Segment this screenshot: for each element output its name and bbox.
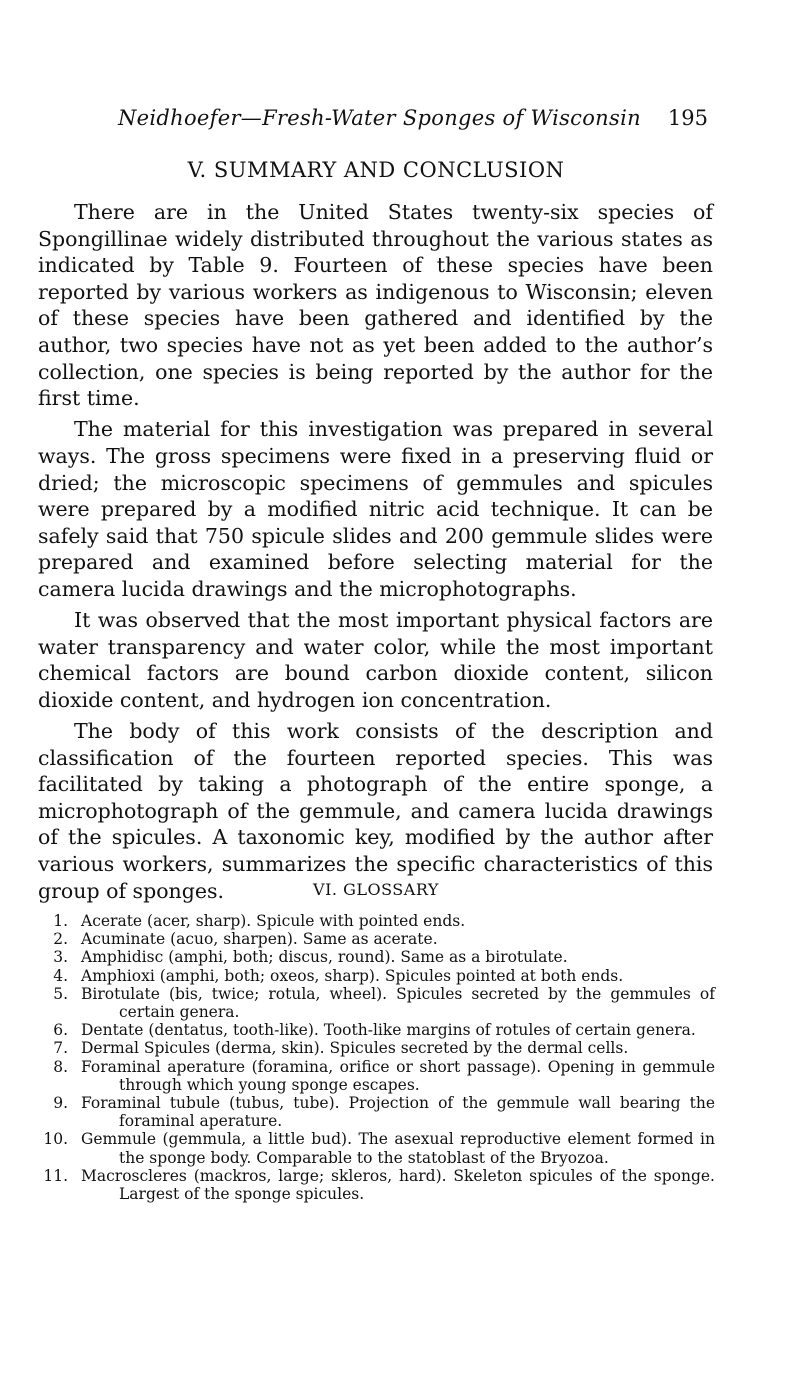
page-number: 195 [667,106,708,130]
glossary-entry-text: Amphidisc (amphi, both; discus, round). Same as a birotulate. [81,948,568,967]
glossary-entry-text: Acuminate (acuo, sharpen). Same as acerate. [81,930,438,949]
summary-paragraph: There are in the United States twenty-six species of Spongillinae widely distributed throughout the various states as indicated by Table 9. Fourteen of these species have been reported by various workers as indigenous to Wisconsin; eleven of these species have been gathered and identified by the author, two species have not as yet been added to the author’s collection, one species is being reported by the author for the first time. [38,200,713,411]
glossary-entry-text: Foraminal aperature (foramina, orifice or short passage). Opening in gemmule through which young sponge escapes. [81,1057,715,1094]
glossary-entry-number: 9. [53,1094,68,1113]
glossary-entry [40,1130,715,1166]
glossary-entry-number: 11. [43,1166,68,1185]
glossary-entry [40,930,715,948]
glossary-entry-text: Amphioxi (amphi, both; oxeos, sharp). Spicules pointed at both ends. [81,966,624,985]
glossary-entry-number: 2. [53,930,68,949]
summary-body [38,199,713,909]
glossary-heading: VI. GLOSSARY [313,880,439,899]
glossary-entry-number: 7. [53,1039,68,1058]
glossary-entry [40,1167,715,1203]
glossary-entry-text: Birotulate (bis, twice; rotula, wheel). Spicules secreted by the gemmules of certain genera. [81,984,715,1022]
running-title: Neidhoefer—Fresh-Water Sponges of Wisconsin [118,106,641,130]
glossary-entry-number: 8. [53,1057,68,1076]
summary-heading: V. SUMMARY AND CONCLUSION [187,158,565,182]
glossary-entry-text: Acerate (acer, sharp). Spicule with pointed ends. [81,912,466,930]
glossary-entry-number: 6. [53,1021,68,1040]
glossary-entry-text: Gemmule (gemmula, a little bud). The asexual reproductive element formed in the sponge body. Comparable to the statoblast of the Bryozoa. [81,1130,715,1167]
glossary-entry-number: 4. [53,966,68,985]
glossary-entry [40,1021,715,1039]
glossary-entry-text: Foraminal tubule (tubus, tube). Projection of the gemmule wall bearing the foraminal aperature. [81,1094,715,1131]
summary-paragraph: The body of this work consists of the description and classification of the fourteen reported species. This was facilitated by taking a photograph of the entire sponge, a microphotograph of the gemmule, and camera lucida drawings of the spicules. A taxonomic key, modified by the author after various workers, summarizes the specific characteristics of this group of sponges. [38,719,713,903]
glossary-entry [40,1058,715,1094]
glossary-entry-text: Dermal Spicules (derma, skin). Spicules secreted by the dermal cells. [81,1039,629,1058]
glossary-entry [40,948,715,966]
glossary-entry-number: 5. [53,984,68,1003]
summary-paragraph: The material for this investigation was prepared in several ways. The gross specimens were fixed in a preserving fluid or dried; the microscopic specimens of gemmules and spicules were prepared by a modified nitric acid technique. It can be safely said that 750 spicule slides and 200 gemmule slides were prepared and examined before selecting material for the camera lucida drawings and the microphotographs. [38,417,713,601]
glossary-entry-number: 3. [53,948,68,967]
glossary-entry-number: 10. [43,1130,68,1149]
summary-paragraph: It was observed that the most important physical factors are water transparency and water color, while the most important chemical factors are bound carbon dioxide content, silicon dioxide content, and hydrogen ion concentration. [38,608,713,712]
glossary-entry [40,967,715,985]
glossary-list [40,912,715,1203]
glossary-entry [40,912,715,930]
running-head [40,106,712,136]
glossary-entry [40,1094,715,1130]
glossary-entry-number: 1. [53,912,68,930]
glossary-entry-text: Dentate (dentatus, tooth-like). Tooth-like margins of rotules of certain genera. [81,1021,696,1040]
glossary-entry-text: Macroscleres (mackros, large; skleros, hard). Skeleton spicules of the sponge. Largest of the sponge spicules. [81,1166,715,1204]
glossary-entry [40,985,715,1021]
glossary-entry [40,1039,715,1057]
